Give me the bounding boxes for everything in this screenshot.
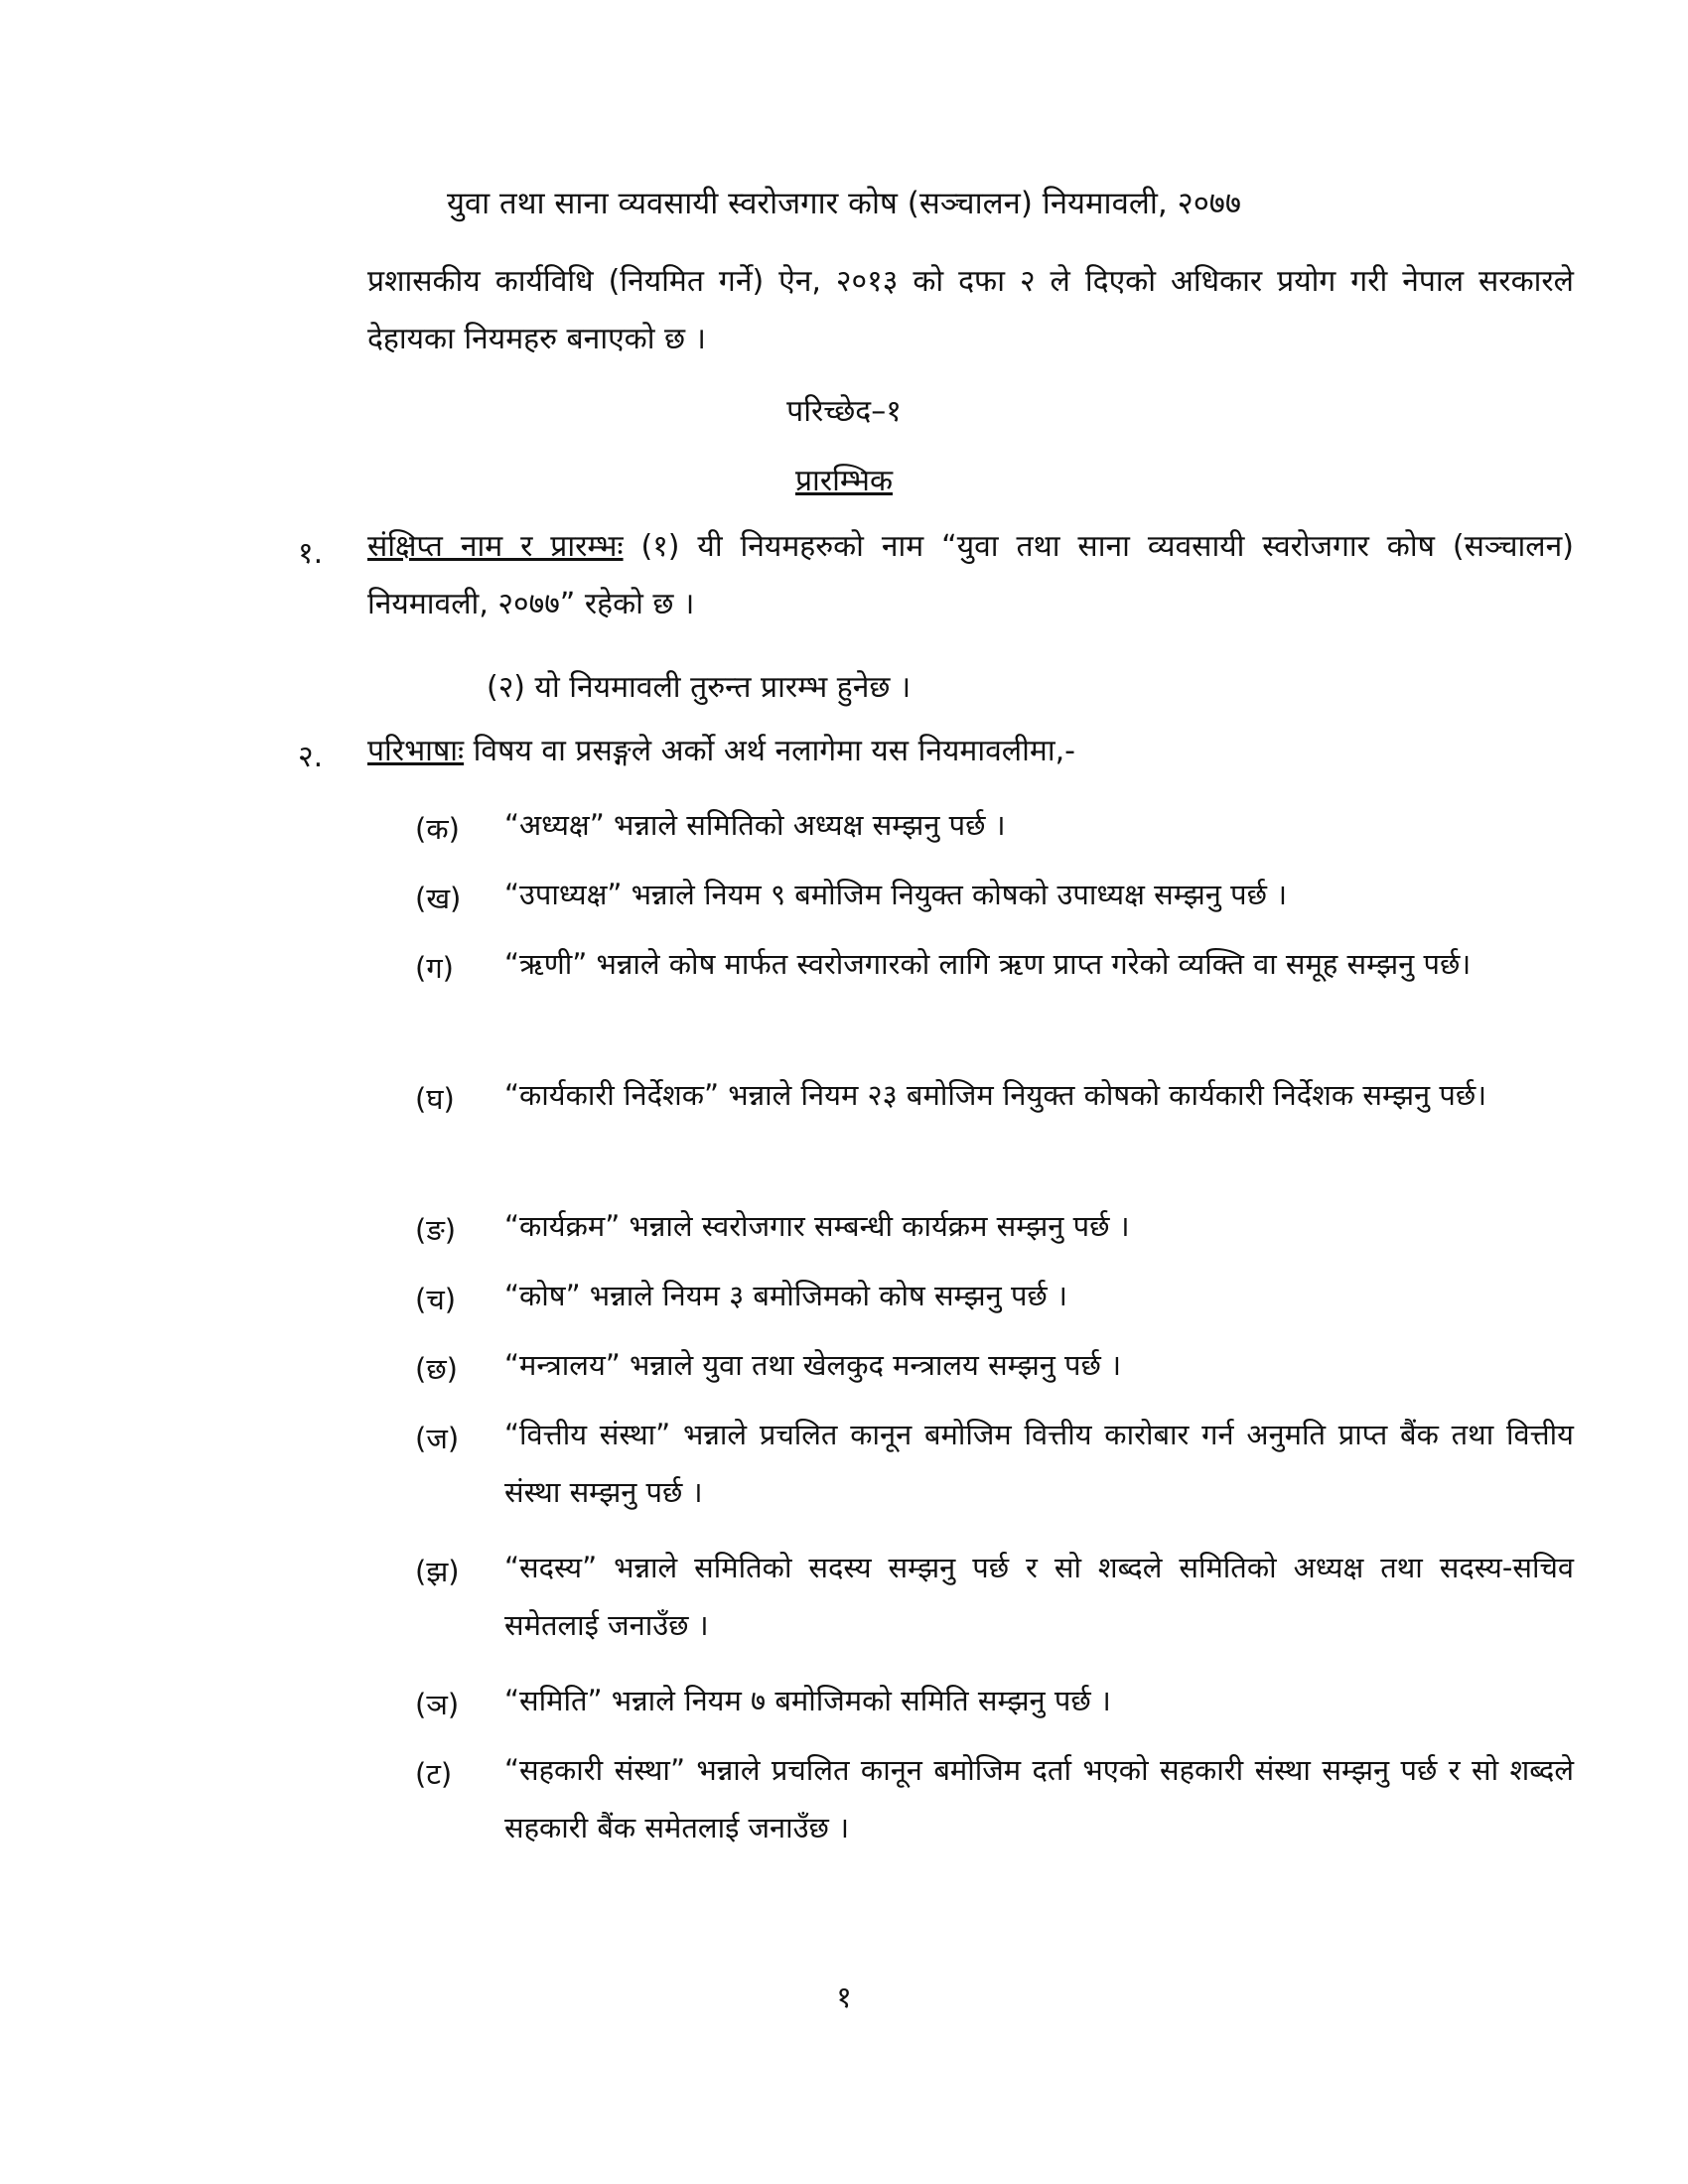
- definition-label: (झ): [415, 1555, 460, 1588]
- preamble-paragraph: प्रशासकीय कार्यविधि (नियमित गर्ने) ऐन, २०१३ को दफा २ ले दिएको अधिकार प्रयोग गरी नेपाल सरकारले देहायका नियमहरु बनाएको छ ।: [367, 264, 1574, 356]
- definition-text: “मन्त्रालय” भन्नाले युवा तथा खेलकुद मन्त्रालय सम्झनु पर्छ ।: [504, 1348, 1122, 1382]
- rule-number-1: १.: [298, 536, 324, 571]
- rule-1-body: [367, 518, 1574, 633]
- rule-1-subrule-2: (२) यो नियमावली तुरुन्त प्रारम्भ हुनेछ ।: [487, 670, 912, 705]
- definition-text: “समिति” भन्नाले नियम ७ बमोजिमको समिति सम्झनु पर्छ ।: [504, 1684, 1111, 1717]
- chapter-number: परिच्छेद–१: [786, 394, 902, 429]
- document-title: युवा तथा साना व्यवसायी स्वरोजगार कोष (सञ्चालन) नियमावली, २०७७: [446, 186, 1242, 221]
- page-number: १: [836, 1980, 852, 2015]
- definition-label: (घ): [415, 1082, 455, 1116]
- definition-label: (ट): [415, 1757, 453, 1791]
- definition-label: (ख): [415, 882, 462, 915]
- definition-label: (क): [415, 812, 460, 846]
- definition-label: (छ): [415, 1352, 458, 1386]
- chapter-title-text: प्रारम्भिक: [794, 464, 893, 498]
- definition-label: (ज): [415, 1422, 460, 1455]
- rule-number-2: २.: [298, 740, 324, 774]
- definition-text: “अध्यक्ष” भन्नाले समितिको अध्यक्ष सम्झनु पर्छ ।: [504, 808, 1006, 842]
- rule-1-text: (१) यी नियमहरुको नाम “युवा तथा साना व्यवसायी स्वरोजगार कोष (सञ्चालन) नियमावली, २०७७” रहेको छ ।: [367, 529, 1574, 621]
- rule-2-heading: परिभाषाः: [367, 734, 465, 768]
- definition-text: “कार्यकारी निर्देशक” भन्नाले नियम २३ बमोजिम नियुक्त कोषको कार्यकारी निर्देशक सम्झनु पर्छ।: [504, 1078, 1487, 1112]
- definition-text: “कार्यक्रम” भन्नाले स्वरोजगार सम्बन्धी कार्यक्रम सम्झनु पर्छ ।: [504, 1209, 1130, 1243]
- definition-label: (ञ): [415, 1688, 460, 1721]
- definition-label: (ग): [415, 951, 454, 985]
- definition-label: (ङ): [415, 1213, 457, 1247]
- definition-label: (च): [415, 1283, 457, 1316]
- chapter-title: [0, 459, 1688, 499]
- definition-text: “कोष” भन्नाले नियम ३ बमोजिमको कोष सम्झनु पर्छ ।: [504, 1279, 1067, 1312]
- rule-2-text: विषय वा प्रसङ्गले अर्को अर्थ नलागेमा यस नियमावलीमा,-: [464, 734, 1075, 768]
- definition-text: “सदस्य” भन्नाले समितिको सदस्य सम्झनु पर्छ र सो शब्दले समितिको अध्यक्ष तथा सदस्य-सचिव समेतलाई जनाउँछ ।: [504, 1551, 1574, 1642]
- rule-1-heading: संक्षिप्त नाम र प्रारम्भः: [367, 529, 624, 564]
- definition-text: “उपाध्यक्ष” भन्नाले नियम ९ बमोजिम नियुक्त कोषको उपाध्यक्ष सम्झनु पर्छ ।: [504, 878, 1288, 911]
- definition-text: “सहकारी संस्था” भन्नाले प्रचलित कानून बमोजिम दर्ता भएको सहकारी संस्था सम्झनु पर्छ र सो शब्दले सहकारी बैंक समेतलाई जनाउँछ ।: [504, 1753, 1574, 1844]
- rule-2-body: [367, 723, 1574, 780]
- definition-text: “वित्तीय संस्था” भन्नाले प्रचलित कानून बमोजिम वित्तीय कारोबार गर्न अनुमति प्राप्त बैंक तथा वित्तीय संस्था सम्झनु पर्छ ।: [504, 1418, 1574, 1509]
- definition-text: “ऋणी” भन्नाले कोष मार्फत स्वरोजगारको लागि ऋण प्राप्त गरेको व्यक्ति वा समूह सम्झनु पर्छ।: [504, 947, 1472, 981]
